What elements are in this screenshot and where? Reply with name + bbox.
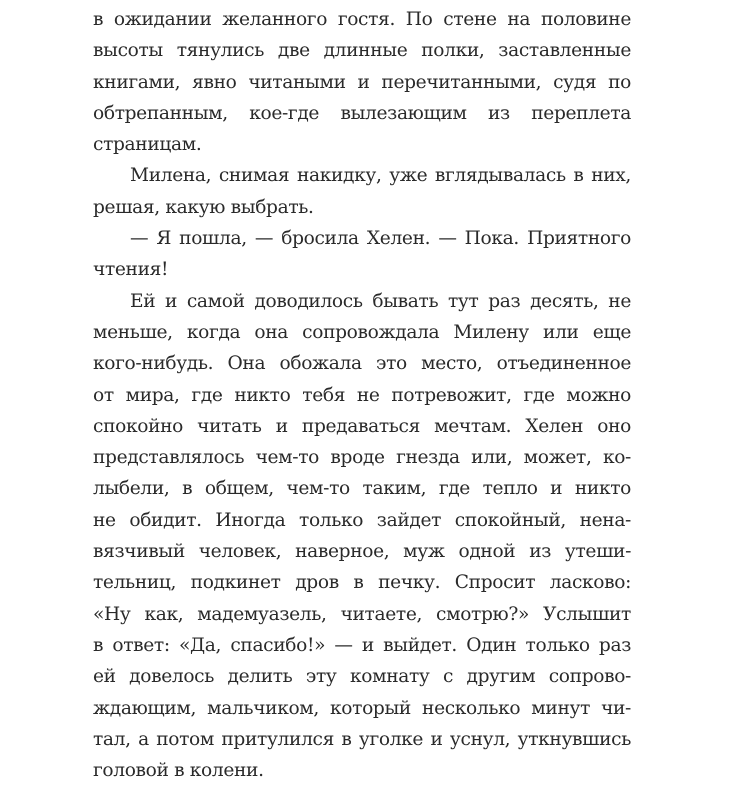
text-line: решая, какую выбрать. <box>93 196 314 218</box>
text-line: головой в колени. <box>93 760 264 782</box>
text-line: лыбели, в общем, чем-то таким, где тепло и никто <box>93 478 631 500</box>
text-line: «Ну как, мадемуазель, читаете, смотрю?» Услышит <box>93 603 631 625</box>
text-line: чтения! <box>93 259 169 281</box>
text-line: высоты тянулись две длинные полки, заставленные <box>93 40 631 62</box>
text-line: книгами, явно читаными и перечитанными, судя по <box>93 71 631 93</box>
text-line: ждающим, мальчиком, который несколько минут чи- <box>93 697 631 719</box>
text-line: Милена, снимая накидку, уже вглядывалась в них, <box>130 165 631 187</box>
text-line: в ответ: «Да, спасибо!» — и выйдет. Один только раз <box>93 634 631 656</box>
text-line: меньше, когда она сопровождала Милену или еще <box>93 321 631 343</box>
text-line: — Я пошла, — бросила Хелен. — Пока. Приятного <box>130 228 631 250</box>
text-line: вязчивый человек, наверное, муж одной из утеши- <box>93 541 631 563</box>
text-line: тал, а потом притулился в уголке и уснул, уткнувшись <box>93 728 631 750</box>
text-line: не обидит. Иногда только зайдет спокойный, нена- <box>93 509 631 531</box>
text-line: представлялось чем-то вроде гнезда или, может, ко- <box>93 447 631 469</box>
text-line: спокойно читать и предаваться мечтам. Хелен оно <box>93 415 631 437</box>
book-page-text <box>93 4 631 786</box>
text-line: обтрепанным, кое-где вылезающим из переплета <box>93 102 631 124</box>
text-line: ей довелось делить эту комнату с другим сопрово- <box>93 666 631 688</box>
text-line: страницам. <box>93 134 202 156</box>
text-line: кого-нибудь. Она обожала это место, отъединенное <box>93 353 631 375</box>
text-line: тельниц, подкинет дров в печку. Спросит ласково: <box>93 572 631 594</box>
text-line: Ей и самой доводилось бывать тут раз десять, не <box>130 290 631 312</box>
text-line: от мира, где никто тебя не потревожит, где можно <box>93 384 631 406</box>
text-line: в ожидании желанного гостя. По стене на половине <box>93 9 631 30</box>
